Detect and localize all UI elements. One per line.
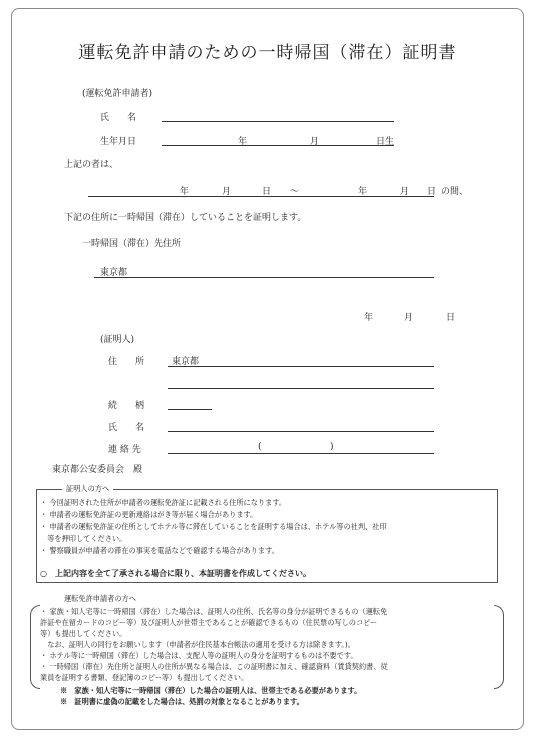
agreement-notice: ○ 上記内容を全て了承される場合に限り、本証明書を作成してください。 bbox=[40, 568, 311, 578]
document-title: 運転免許申請のための一時帰国（滞在）証明書 bbox=[78, 43, 457, 63]
addressee: 東京都公安委員会 殿 bbox=[52, 465, 143, 475]
certifier-heading: (証明人) bbox=[100, 335, 135, 345]
applicant-name-field[interactable] bbox=[162, 121, 394, 122]
applicant-notes-bracket-right bbox=[494, 605, 504, 689]
applicant-notes-bracket-left bbox=[30, 605, 40, 689]
certifier-name-label: 氏 名 bbox=[108, 423, 145, 433]
applicant-notes-heading: 運転免許申請者の方へ bbox=[64, 594, 136, 603]
applicant-note-3: ・ 一時帰国（滞在）先住所と証明人の住所が異なる場合は、この証明書に加え、確認資料（賃貸契約書、従 bbox=[40, 662, 388, 671]
certifier-notes-heading: 証明人の方へ bbox=[62, 484, 113, 494]
period-intro: 上記の者は、 bbox=[64, 160, 119, 170]
warning-false-statement: ※ 証明書に虚偽の記載をした場合は、処罰の対象となることがあります。 bbox=[60, 697, 304, 706]
certifier-note-4: ・ 警察職員が申請者の滞在の事実を電話などで確認する場合があります。 bbox=[40, 546, 279, 555]
period-suffix: の間、 bbox=[441, 187, 469, 197]
certifier-address-value: 東京都 bbox=[172, 357, 200, 367]
certifier-relation-label: 続 柄 bbox=[108, 401, 145, 411]
stay-address-label: 一時帰国（滞在）先住所 bbox=[82, 239, 182, 249]
period-tilde: ～ bbox=[290, 187, 300, 197]
certifier-relation-field[interactable] bbox=[168, 409, 212, 410]
issue-year-label: 年 bbox=[364, 313, 374, 323]
applicant-dob-field[interactable] bbox=[162, 145, 394, 146]
applicant-note-1b: 許証や在留カードのコピー等）及び証明人が世帯主であることが確認できるもの（住民票の写しのコピー bbox=[40, 618, 378, 627]
certifier-address-field-2[interactable] bbox=[168, 388, 434, 389]
certifier-address-field-1[interactable] bbox=[168, 366, 434, 367]
contact-paren-open: ( bbox=[258, 442, 262, 452]
certifier-contact-label: 連 絡 先 bbox=[108, 445, 141, 455]
certifier-note-2: ・ 申請者の運転免許証の更新連絡はがき等が届く場合があります。 bbox=[40, 510, 258, 519]
warning-household-head: ※ 家族・知人宅等に一時帰国（滞在）した場合の証明人は、世帯主である必要があります。 bbox=[60, 686, 362, 695]
period-month1: 月 bbox=[222, 187, 232, 197]
certifier-contact-field[interactable] bbox=[168, 453, 434, 454]
period-day2: 日 bbox=[427, 187, 437, 197]
dob-year-label: 年 bbox=[238, 137, 248, 147]
period-year1: 年 bbox=[180, 187, 190, 197]
contact-paren-close: ) bbox=[330, 442, 334, 452]
period-year2: 年 bbox=[358, 187, 368, 197]
period-month2: 月 bbox=[400, 187, 410, 197]
certifier-note-1: ・ 今回証明された住所が申請者の運転免許証に記載される住所になります。 bbox=[40, 498, 287, 507]
applicant-note-3b: 業員を証明する書類、登記簿のコピー等）も提出してください。 bbox=[40, 673, 249, 682]
applicant-dob-label: 生年月日 bbox=[100, 137, 137, 147]
certifier-name-field[interactable] bbox=[168, 431, 434, 432]
certifier-address-label: 住 所 bbox=[108, 357, 145, 367]
applicant-note-1: ・ 家族・知人宅等に一時帰国（滞在）した場合は、証明人の住所、氏名等の身分が証明できるもの（運転免 bbox=[40, 607, 388, 616]
applicant-name-label: 氏 名 bbox=[100, 113, 137, 123]
stay-address-field[interactable] bbox=[94, 277, 434, 278]
issue-month-label: 月 bbox=[404, 313, 414, 323]
applicant-note-2: ・ ホテル等に一時帰国（滞在）した場合は、支配人等の証明人の身分を証明するものは不要です。 bbox=[40, 651, 358, 660]
period-field[interactable] bbox=[88, 196, 434, 197]
certification-statement: 下記の住所に一時帰国（滞在）していることを証明します。 bbox=[64, 213, 307, 223]
period-day1: 日 bbox=[262, 187, 272, 197]
certifier-note-3b: 等を押印してください。 bbox=[40, 534, 127, 543]
issue-day-label: 日 bbox=[446, 313, 456, 323]
dob-day-label: 日生 bbox=[376, 137, 395, 147]
stay-address-value: 東京都 bbox=[100, 268, 128, 278]
dob-month-label: 月 bbox=[310, 137, 320, 147]
certifier-note-3: ・ 申請者の運転免許証の住所としてホテル等に滞在していることを証明する場合は、ホテル等の社判、社印 bbox=[40, 522, 387, 531]
applicant-heading: (運転免許申請者) bbox=[82, 89, 153, 99]
applicant-note-1c: 等）も提出してください。 bbox=[40, 629, 127, 638]
applicant-note-1d: なお、証明人の同行をお願いします（申請者が住民基本台帳法の適用を受ける方は除きます。)。 bbox=[40, 640, 355, 649]
